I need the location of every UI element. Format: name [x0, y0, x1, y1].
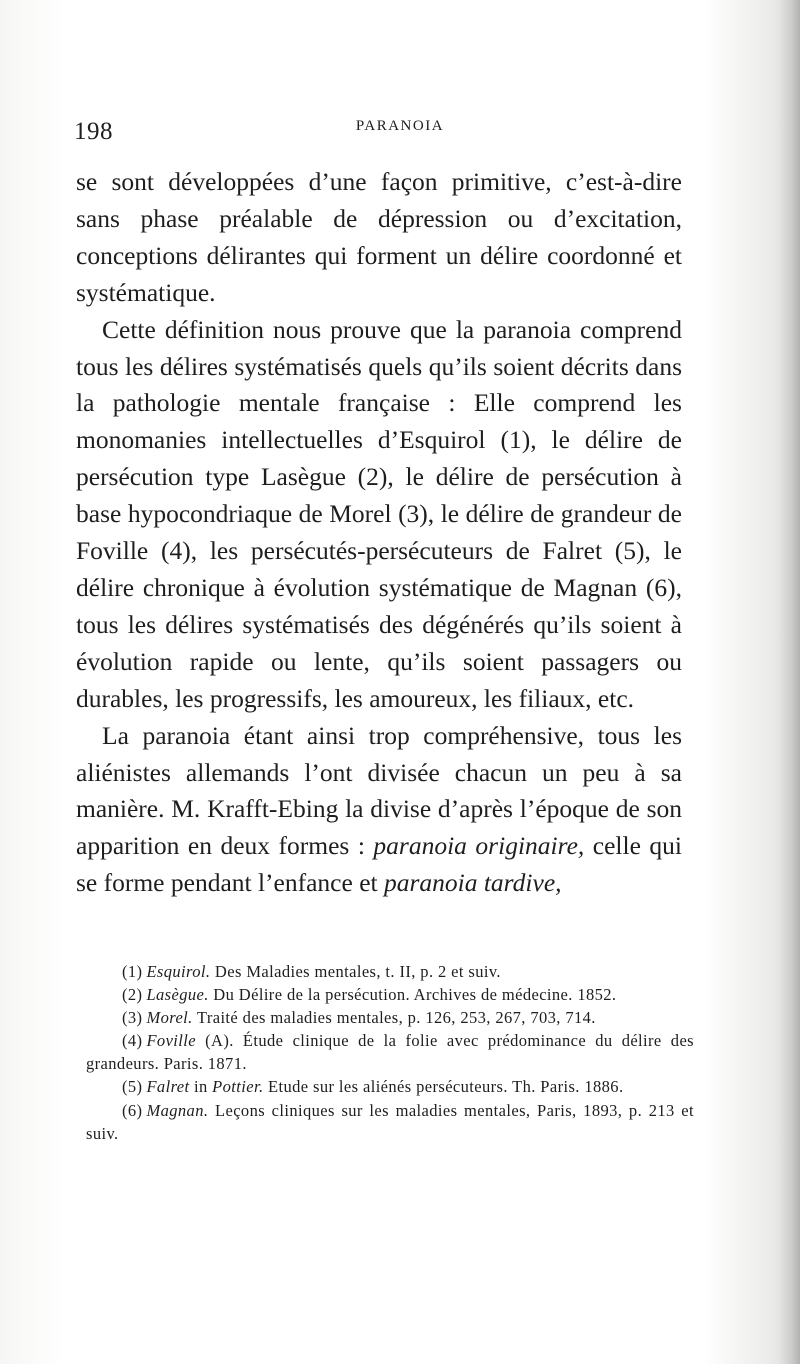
footnote-5 [86, 1075, 694, 1098]
footnote-number: (1) [122, 962, 143, 981]
footnote-6 [86, 1099, 694, 1145]
footnote-number: (6) [122, 1100, 143, 1120]
footnote-text: Etude sur les aliénés persécuteurs. Th. Paris. 1886. [263, 1077, 624, 1097]
body-text [76, 164, 682, 902]
paragraph-3-text-b: celle qui se forme pendant l’enfance et [76, 831, 682, 898]
footnote-author: Magnan. [146, 1100, 209, 1120]
footnote-author: Morel. [146, 1008, 193, 1028]
paragraph-1: se sont développées d’une façon primitive, c’est-à-dire sans phase préalable de dépression ou d’excitation, conceptions délirantes qui forment un délire coordonné et systématique. [76, 167, 682, 307]
footnote-author-2: Pottier. [212, 1077, 264, 1097]
footnote-number: (5) [122, 1077, 143, 1097]
page-edge-shadow [778, 0, 800, 1364]
paragraph-3-emphasis-2: paranoia tardive, [383, 868, 562, 898]
running-title: PARANOIA [355, 118, 445, 134]
footnote-author: Esquirol. [146, 962, 211, 981]
footnote-text: Des Maladies mentales, t. II, p. 2 et suiv. [210, 962, 501, 981]
footnote-text: Traité des maladies mentales, p. 126, 253, 267, 703, 714. [192, 1008, 596, 1028]
footnote-author: Falret [146, 1077, 190, 1097]
footnote-number: (4) [122, 1031, 143, 1051]
footnote-text: Leçons cliniques sur les maladies mentales, Paris, 1893, p. 213 et suiv. [86, 1100, 694, 1143]
footnote-author: Foville [146, 1031, 196, 1051]
footnote-2 [86, 983, 694, 1006]
footnote-connector: in [189, 1077, 213, 1097]
footnote-number: (2) [122, 985, 143, 1005]
footnote-1 [86, 960, 694, 983]
footnote-text: (A). Étude clinique de la folie avec prédominance du délire des grandeurs. Paris. 1871. [86, 1031, 694, 1074]
page-number: 198 [74, 118, 113, 145]
footnote-author: Lasègue. [146, 985, 209, 1005]
footnote-3 [86, 1006, 694, 1029]
paragraph-3 [76, 718, 682, 903]
paragraph-3-emphasis-1: paranoia originaire, [373, 831, 585, 861]
paragraph-2: Cette définition nous prouve que la paranoia comprend tous les délires systématisés quels qu’ils soient décrits dans la pathologie mentale française : Elle comprend les monomanies intellectuelles d’Esquirol (1), le délire de persécution type Lasègue (2), le délire de persécution à base hypocondriaque de Morel (3), le délire de grandeur de Foville (4), les persécutés-persécuteurs de Falret (5), le délire chronique à évolution systématique de Magnan (6), tous les délires systématisés des dégénérés qu’ils soient à évolution rapide ou lente, qu’ils soient passagers ou durables, les progressifs, les amoureux, les filiaux, etc. [76, 314, 682, 713]
footnote-text: Du Délire de la persécution. Archives de médecine. 1852. [208, 985, 617, 1005]
paragraph-3-text-a: La paranoia étant ainsi trop compréhensive, tous les aliénistes allemands l’ont divisée chacun un peu à sa manière. M. Krafft-Ebing la divise d’après l’époque de son apparition en deux formes : [76, 720, 682, 861]
footnote-number: (3) [122, 1008, 143, 1028]
footnotes [86, 960, 694, 1145]
footnote-4 [86, 1029, 694, 1075]
